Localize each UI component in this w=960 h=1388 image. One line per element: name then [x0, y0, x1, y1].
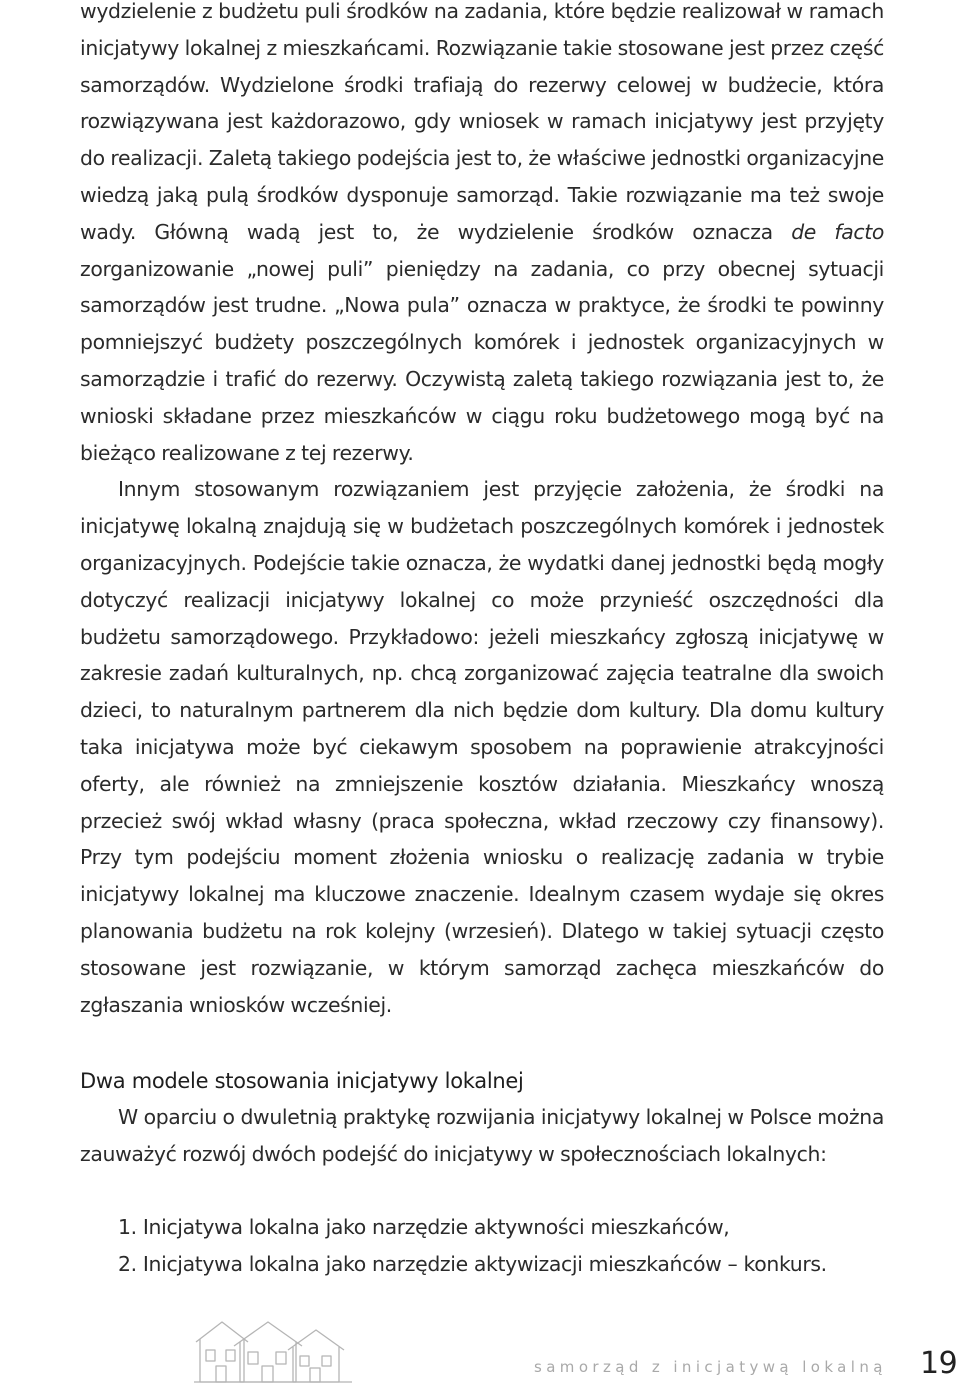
paragraph-2: Innym stosowanym rozwiązaniem jest przyjęcie założenia, że środki na inicjatywę lokalną znajdują się w budżetach poszczególnych komórek i jednostek organizacyjnych. Podejście takie oznacza, że wydatki danej jednostki będą mogły dotyczyć realizacji inicjatywy lokalnej co może przynieść oszczędności dla budżetu samorządowego. Przykładowo: jeżeli mieszkańcy zgłoszą inicjatywę w zakresie zadań kulturalnych, np. chcą zorganizować zajęcia teatralne dla swoich dzieci, to naturalnym partnerem dla nich będzie dom kultury. Dla domu kultury taka inicjatywa może być ciekawym sposobem na poprawienie atrakcyjności oferty, ale również na zmniejszenie kosztów działania. Mieszkańcy wnoszą przecież swój wkład własny (praca społeczna, wkład rzeczowy czy finansowy). Przy tym podejściu moment złożenia wniosku o realizację zadania w trybie inicjatywy lokalnej ma kluczowe znaczenie. Idealnym czasem wydaje się okres planowania budżetu na rok kolejny (wrzesień). Dlatego w takiej sytuacji często stosowane jest rozwiązanie, w którym samorząd zachęca mieszkańców do zgłaszania wniosków wcześniej. [80, 477, 884, 1017]
paragraph-1-part-b: zorganizowanie „nowej puli” pieniędzy na zadania, co przy obecnej sytuacji samorządów jest trudne. „Nowa pula” oznacza w praktyce, że środki te powinny pomniejszyć budżety poszczególnych komórek i jednostek organizacyjnych w samorządzie i trafić do rezerwy. Oczywistą zaletą takiego rozwiązania jest to, że wnioski składane przez mieszkańców w ciągu roku budżetowego mogą być na bieżąco realizowane z tej rezerwy. [80, 256, 884, 465]
models-list [118, 1209, 827, 1283]
running-title: samorząd z inicjatywą lokalną [534, 1358, 887, 1376]
paragraph-1-part-a: wydzielenie z budżetu puli środków na zadania, które będzie realizował w ramach inicjatywy lokalnej z mieszkańcami. Rozwiązanie takie stosowane jest przez część samorządów. Wydzielone środki trafiają do rezerwy celowej w budżecie, która rozwiązywana jest każdorazowo, gdy wniosek w ramach inicjatywy jest przyjęty do realizacji. Zaletą takiego podejścia jest to, że właściwe jednostki organizacyjne wiedzą jaką pulą środków dysponuje samorząd. Takie rozwiązanie ma też swoje wady. Główną wadą jest to, że wydzielenie środków oznacza [80, 0, 884, 244]
houses-line-drawing-icon [192, 1312, 354, 1388]
page-body [80, 0, 884, 1276]
paragraph-1-italic: de facto [791, 219, 884, 244]
list-item: 1. Inicjatywa lokalna jako narzędzie aktywności mieszkańców, [118, 1215, 730, 1239]
section-intro: W oparciu o dwuletnią praktykę rozwijania inicjatywy lokalnej w Polsce można zauważyć rozwój dwóch podejść do inicjatywy w społecznościach lokalnych: [80, 1105, 884, 1166]
list-item: 2. Inicjatywa lokalna jako narzędzie aktywizacji mieszkańców – konkurs. [118, 1251, 827, 1276]
page-number: 19 [920, 1346, 958, 1381]
paragraph-1 [80, 0, 884, 471]
section-heading: Dwa modele stosowania inicjatywy lokalnej [80, 1069, 524, 1093]
